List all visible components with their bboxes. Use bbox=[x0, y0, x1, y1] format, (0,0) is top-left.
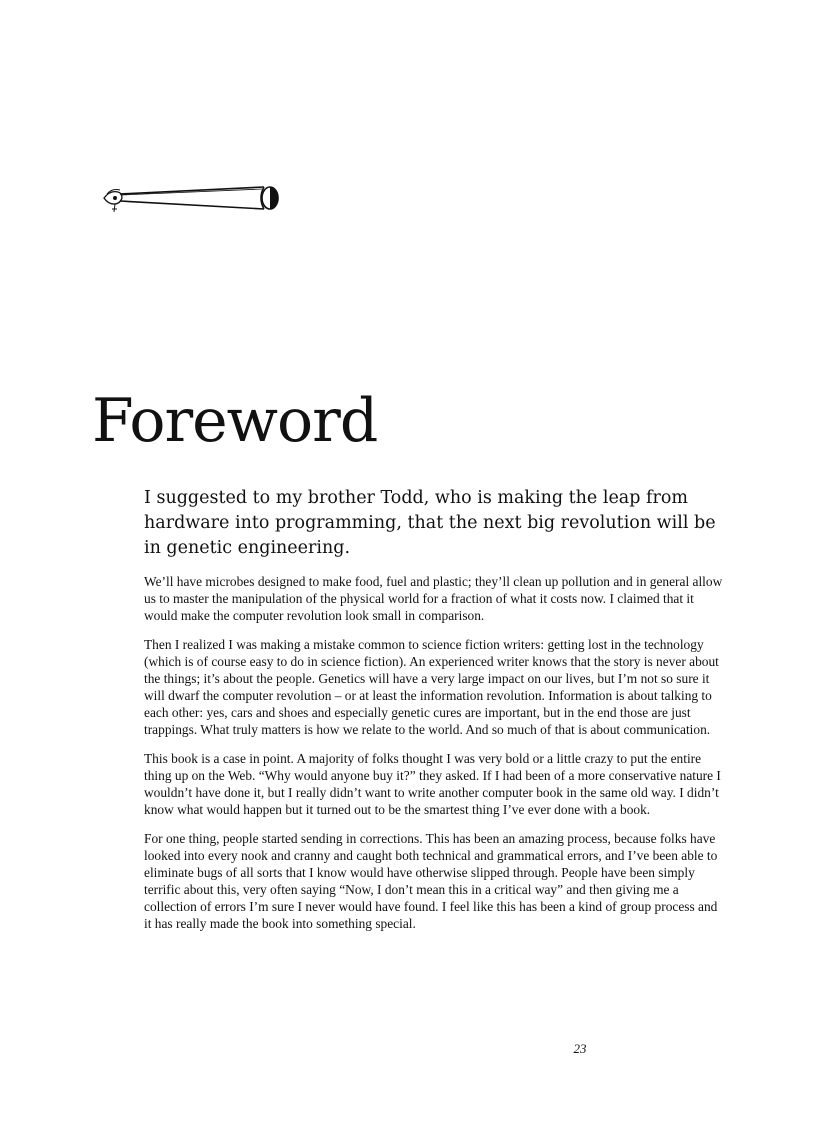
telescope-icon bbox=[100, 180, 285, 220]
body-paragraph: For one thing, people started sending in corrections. This has been an amazing process, because folks have looked into every nook and cranny and caught both technical and grammatical errors, and I’ve been able to eliminate bugs of all sorts that I know would have otherwise slipped through. People have been simply terrific about this, very often saying “Now, I don’t mean this in a critical way” and then giving me a collection of errors I’m sure I never would have found. I feel like this has been a kind of group process and it has really made the book into something special. bbox=[144, 831, 718, 931]
body-paragraph: This book is a case in point. A majority of folks thought I was very bold or a little crazy to put the entire thing up on the Web. “Why would anyone buy it?” they asked. If I had been of a more conservative nature I wouldn’t have done it, but I really didn’t want to write another computer book in the same old way. I didn’t know what would happen but it turned out to be the smartest thing I’ve ever done with a book. bbox=[144, 751, 721, 817]
page-number: 23 bbox=[573, 1041, 587, 1056]
chapter-title: Foreword bbox=[92, 386, 378, 456]
body-paragraph: We’ll have microbes designed to make food, fuel and plastic; they’ll clean up pollution and in general allow us to master the manipulation of the physical world for a fraction of what it costs now. I claimed that it would make the computer revolution look small in comparison. bbox=[144, 574, 723, 623]
foreword-body bbox=[144, 486, 728, 944]
lead-paragraph: I suggested to my brother Todd, who is making the leap from hardware into programming, that the next big revolution will be in genetic engineering. bbox=[144, 488, 716, 558]
body-paragraph: Then I realized I was making a mistake common to science fiction writers: getting lost in the technology (which is of course easy to do in science fiction). An experienced writer knows that the story is never about the things; it’s about the people. Genetics will have a very large impact on our lives, but I’m not so sure it will dwarf the computer revolution – or at least the information revolution. Information is about talking to each other: yes, cars and shoes and especially genetic cures are important, but in the end those are just trappings. What truly matters is how we relate to the world. And so much of that is about communication. bbox=[144, 637, 719, 737]
